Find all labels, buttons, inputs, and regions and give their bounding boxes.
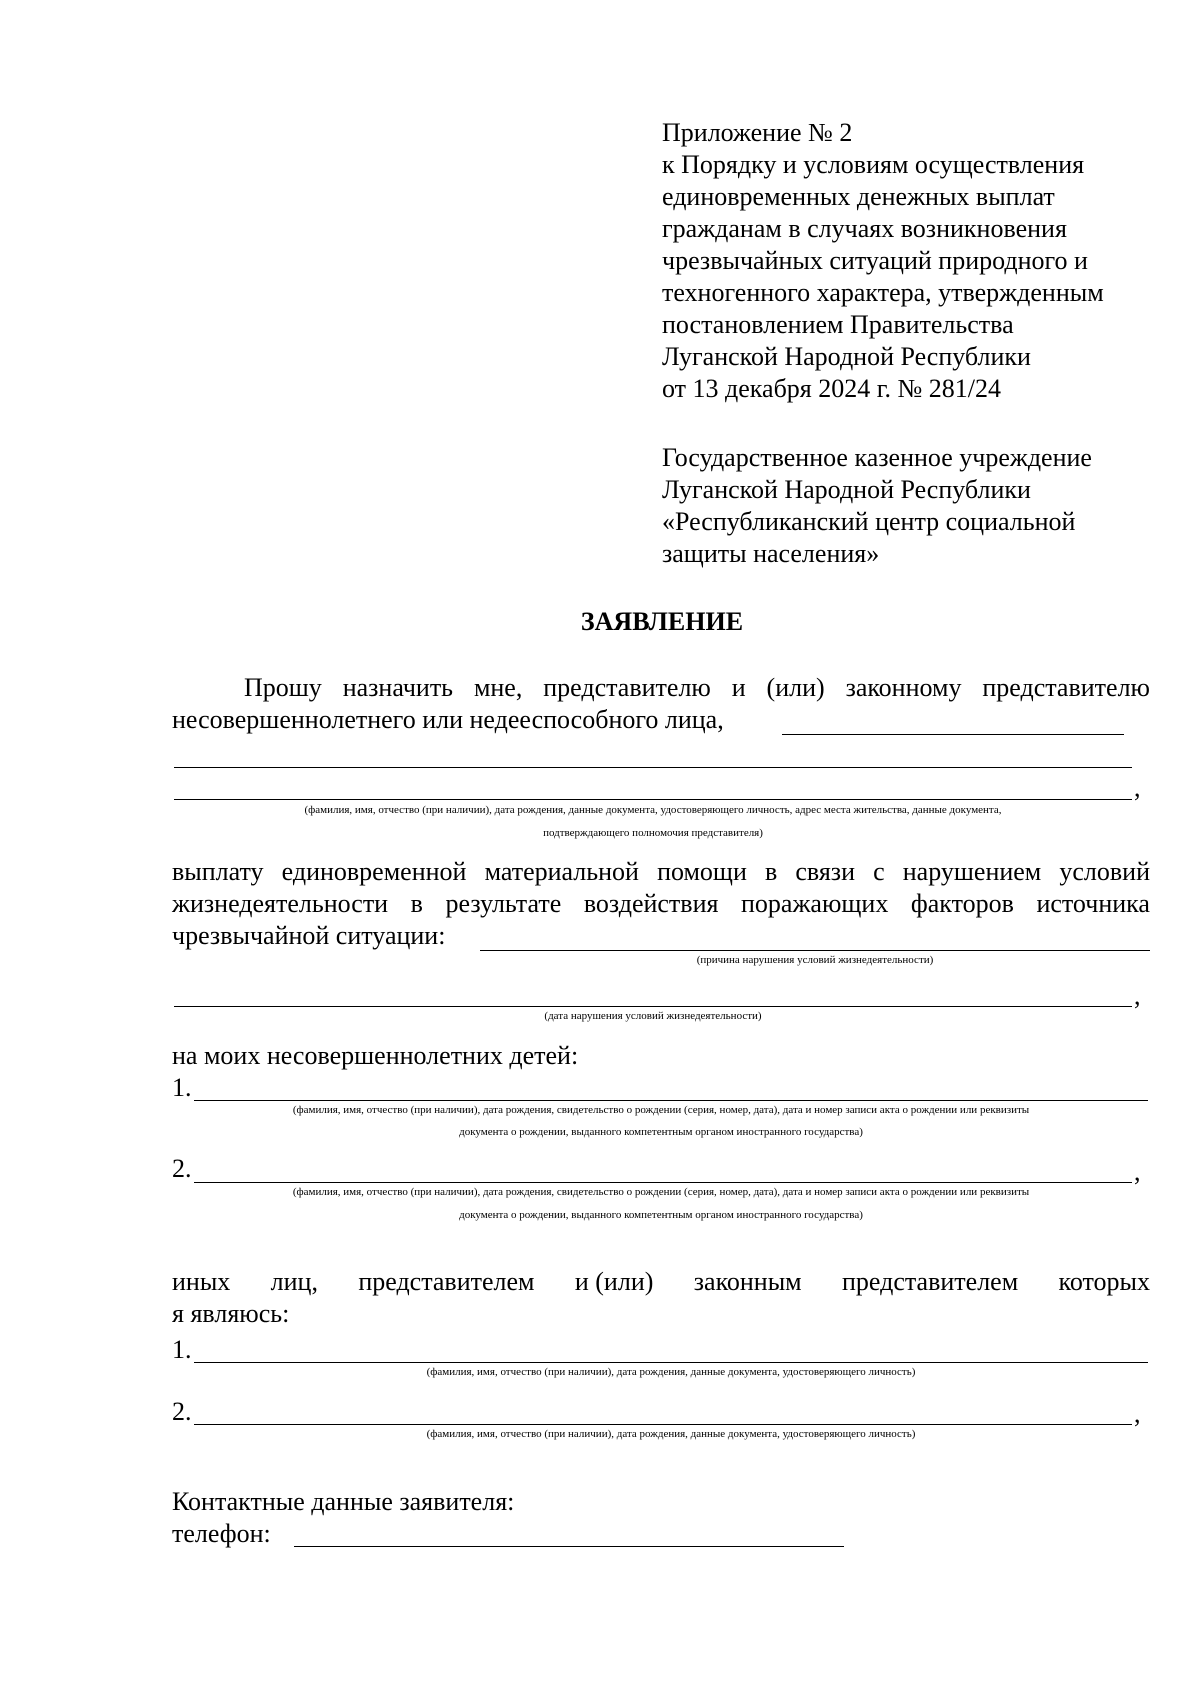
word: источника xyxy=(1036,889,1150,918)
word: и xyxy=(731,673,746,702)
word: представителю xyxy=(543,673,711,702)
word: лиц, xyxy=(270,1267,318,1296)
field-hint: документа о рождении, выданного компетентным органом иностранного государства) xyxy=(459,1126,863,1138)
word: факторов xyxy=(910,889,1014,918)
other-number: 2. xyxy=(172,1397,192,1426)
field-hint: (фамилия, имя, отчество (при наличии), дата рождения, свидетельство о рождении (серия, номер, дата), дата и номер записи акта о рождении или реквизиты xyxy=(292,1186,1030,1198)
addressee-line: Луганской Народной Республики xyxy=(662,475,1031,504)
other-1-input-line[interactable] xyxy=(194,1362,1148,1363)
word: законным xyxy=(693,1267,802,1296)
request-line-2: несовершеннолетнего или недееспособного лица, xyxy=(172,705,724,734)
children-heading: на моих несовершеннолетних детей: xyxy=(172,1041,579,1070)
phone-label: телефон: xyxy=(172,1519,271,1548)
addressee-line: «Республиканский центр социальной xyxy=(662,507,1076,536)
word: мне, xyxy=(473,673,523,702)
field-hint: (фамилия, имя, отчество (при наличии), дата рождения, данные документа, удостоверяющего личность) xyxy=(426,1428,916,1440)
word: (или) xyxy=(766,673,825,702)
date-input-line[interactable] xyxy=(174,1006,1132,1007)
word: материальной xyxy=(484,857,639,886)
other-number: 1. xyxy=(172,1335,192,1364)
comma: , xyxy=(1134,981,1141,1010)
others-line-2: я являюсь: xyxy=(172,1299,290,1328)
other-2-input-line[interactable] xyxy=(194,1424,1132,1425)
annex-line: Луганской Народной Республики xyxy=(662,342,1031,371)
applicant-input-line[interactable] xyxy=(174,767,1132,768)
field-hint: документа о рождении, выданного компетентным органом иностранного государства) xyxy=(459,1209,863,1221)
word: выплату xyxy=(172,857,264,886)
word: назначить xyxy=(342,673,454,702)
payment-line-2 xyxy=(172,888,1150,920)
child-number: 1. xyxy=(172,1073,192,1102)
field-hint: (фамилия, имя, отчество (при наличии), дата рождения, свидетельство о рождении (серия, номер, дата), дата и номер записи акта о рождении или реквизиты xyxy=(292,1104,1030,1116)
word: которых xyxy=(1058,1267,1150,1296)
word: поражающих xyxy=(741,889,889,918)
word: в xyxy=(410,889,423,918)
word: Прошу xyxy=(244,673,322,702)
child-number: 2. xyxy=(172,1154,192,1183)
field-hint: подтверждающего полномочия представителя) xyxy=(543,827,763,839)
word: воздействия xyxy=(583,889,719,918)
comma: , xyxy=(1134,1399,1141,1428)
annex-line: к Порядку и условиям осуществления xyxy=(662,150,1085,179)
request-line-1 xyxy=(244,672,1150,704)
applicant-input-line[interactable] xyxy=(782,734,1124,735)
field-hint: (фамилия, имя, отчество (при наличии), дата рождения, данные документа, удостоверяющего личность, адрес места жительства, данные документа, xyxy=(304,804,1002,816)
word: представителем xyxy=(358,1267,535,1296)
word: единовременной xyxy=(281,857,467,886)
field-hint: (дата нарушения условий жизнедеятельности) xyxy=(544,1010,762,1022)
annex-line: постановлением Правительства xyxy=(662,310,1014,339)
word: иных xyxy=(172,1267,231,1296)
word: представителем xyxy=(842,1267,1019,1296)
addressee-line: защиты населения» xyxy=(662,539,880,568)
contacts-heading: Контактные данные заявителя: xyxy=(172,1487,515,1516)
others-line-1 xyxy=(172,1266,1150,1298)
annex-line: единовременных денежных выплат xyxy=(662,182,1055,211)
word: жизнедеятельности xyxy=(172,889,389,918)
word: представителю xyxy=(982,673,1150,702)
annex-line: техногенного характера, утвержденным xyxy=(662,278,1104,307)
applicant-input-line[interactable] xyxy=(174,799,1132,800)
word: с xyxy=(873,857,885,886)
word: нарушением xyxy=(902,857,1042,886)
word: помощи xyxy=(657,857,747,886)
reason-input-line[interactable] xyxy=(480,950,1150,951)
child-2-input-line[interactable] xyxy=(194,1182,1132,1183)
word: связи xyxy=(795,857,855,886)
phone-input-line[interactable] xyxy=(294,1546,844,1547)
word: условий xyxy=(1059,857,1150,886)
payment-line-1 xyxy=(172,856,1150,888)
word: результате xyxy=(445,889,562,918)
word: и (или) xyxy=(574,1267,654,1296)
comma: , xyxy=(1134,1157,1141,1186)
annex-line: от 13 декабря 2024 г. № 281/24 xyxy=(662,374,1002,403)
field-hint: (причина нарушения условий жизнедеятельности) xyxy=(696,954,934,966)
addressee-line: Государственное казенное учреждение xyxy=(662,443,1092,472)
comma: , xyxy=(1134,773,1141,802)
word: в xyxy=(764,857,778,886)
payment-line-3: чрезвычайной ситуации: xyxy=(172,921,446,950)
word: законному xyxy=(845,673,962,702)
annex-line: Приложение № 2 xyxy=(662,118,853,147)
annex-line: гражданам в случаях возникновения xyxy=(662,214,1067,243)
child-1-input-line[interactable] xyxy=(194,1100,1148,1101)
annex-line: чрезвычайных ситуаций природного и xyxy=(662,246,1088,275)
document-title: ЗАЯВЛЕНИЕ xyxy=(580,607,744,636)
field-hint: (фамилия, имя, отчество (при наличии), дата рождения, данные документа, удостоверяющего личность) xyxy=(426,1366,916,1378)
